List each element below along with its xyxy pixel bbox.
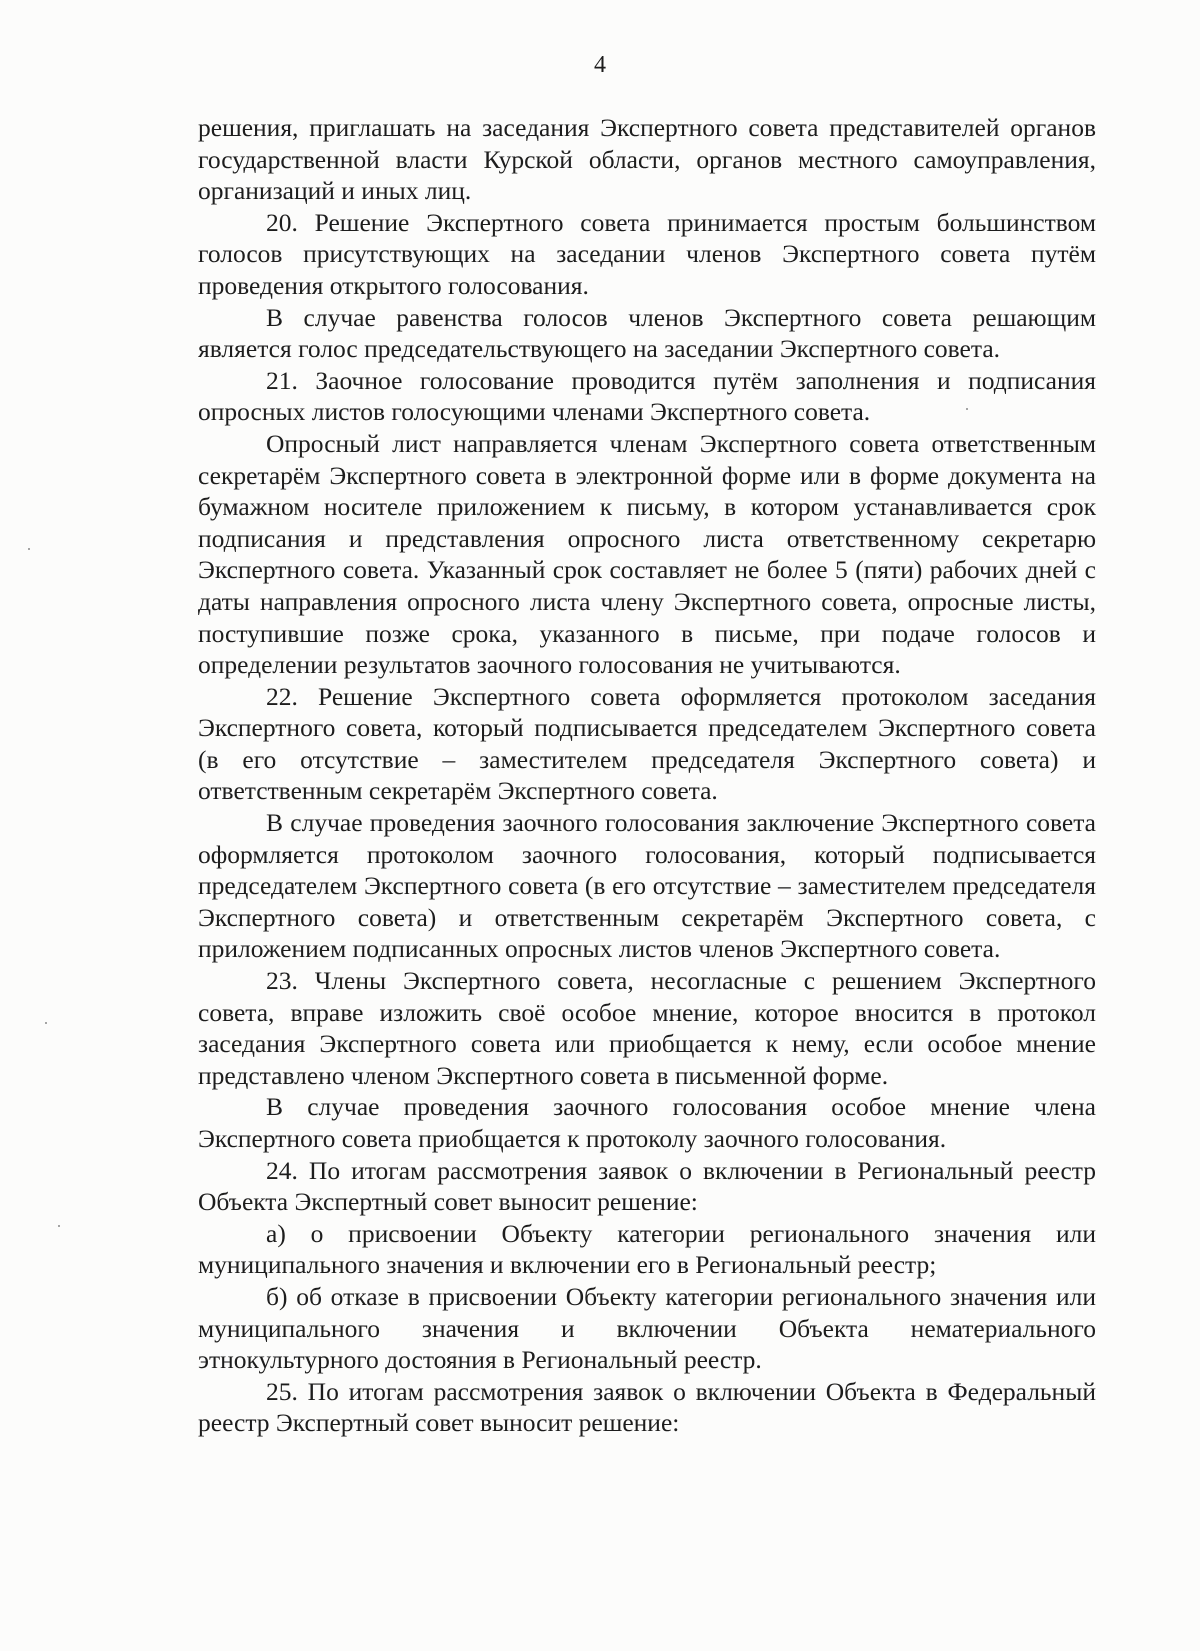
paragraph-24-b: б) об отказе в присвоении Объекту категории регионального значения или муниципального значения и включении Объекта нематериального этнокультурного достояния в Региональный реестр. <box>198 1281 1096 1375</box>
paragraph-24-a: а) о присвоении Объекту категории регионального значения или муниципального значения и включении его в Региональный реестр; <box>198 1218 1096 1280</box>
scan-speck <box>58 1225 60 1227</box>
paragraph-21: 21. Заочное голосование проводится путём заполнения и подписания опросных листов голосующими членами Экспертного совета. <box>198 365 1096 427</box>
page-number: 4 <box>594 52 606 78</box>
paragraph-22-absentee: В случае проведения заочного голосования заключение Экспертного совета оформляется протоколом заочного голосования, который подписывается председателем Экспертного совета (в его отсутствие – заместителем председателя Экспертного совета) и ответственным секретарём Экспертного совета, с приложением подписанных опросных листов членов Экспертного совета. <box>198 808 1096 964</box>
paragraph-25: 25. По итогам рассмотрения заявок о включении Объекта в Федеральный реестр Экспертный совет выносит решение: <box>198 1376 1096 1438</box>
paragraph-continuation: решения, приглашать на заседания Экспертного совета представителей органов государственной власти Курской области, органов местного самоуправления, организаций и иных лиц. <box>198 113 1096 206</box>
paragraph-20: 20. Решение Экспертного совета принимается простым большинством голосов присутствующих на заседании членов Экспертного совета путём проведения открытого голосования. <box>198 207 1096 300</box>
scan-speck <box>28 548 30 550</box>
scan-speck <box>45 1022 47 1024</box>
document-body <box>198 112 1096 1439</box>
paragraph-21-questionnaire: Опросный лист направляется членам Экспертного совета ответственным секретарём Экспертного совета в электронной форме или в форме документа на бумажном носителе приложением к письму, в котором устанавливается срок подписания и представления опросного листа ответственному секретарю Экспертного совета. Указанный срок составляет не более 5 (пяти) рабочих дней с даты направления опросного листа члену Экспертного совета, опросные листы, поступившие позже срока, указанного в письме, при подаче голосов и определении результатов заочного голосования не учитываются. <box>198 428 1096 680</box>
paragraph-22: 22. Решение Экспертного совета оформляется протоколом заседания Экспертного совета, который подписывается председателем Экспертного совета (в его отсутствие – заместителем председателя Экспертного совета) и ответственным секретарём Экспертного совета. <box>198 681 1096 806</box>
paragraph-24: 24. По итогам рассмотрения заявок о включении в Региональный реестр Объекта Экспертный совет выносит решение: <box>198 1155 1096 1217</box>
scan-speck <box>966 408 968 410</box>
paragraph-23-absentee: В случае проведения заочного голосования особое мнение члена Экспертного совета приобщается к протоколу заочного голосования. <box>198 1092 1096 1153</box>
paragraph-23: 23. Члены Экспертного совета, несогласные с решением Экспертного совета, вправе изложить своё особое мнение, которое вносится в протокол заседания Экспертного совета или приобщается к нему, если особое мнение представлено членом Экспертного совета в письменной форме. <box>198 966 1096 1090</box>
paragraph-20-tie-vote: В случае равенства голосов членов Экспертного совета решающим является голос председательствующего на заседании Экспертного совета. <box>198 302 1096 364</box>
